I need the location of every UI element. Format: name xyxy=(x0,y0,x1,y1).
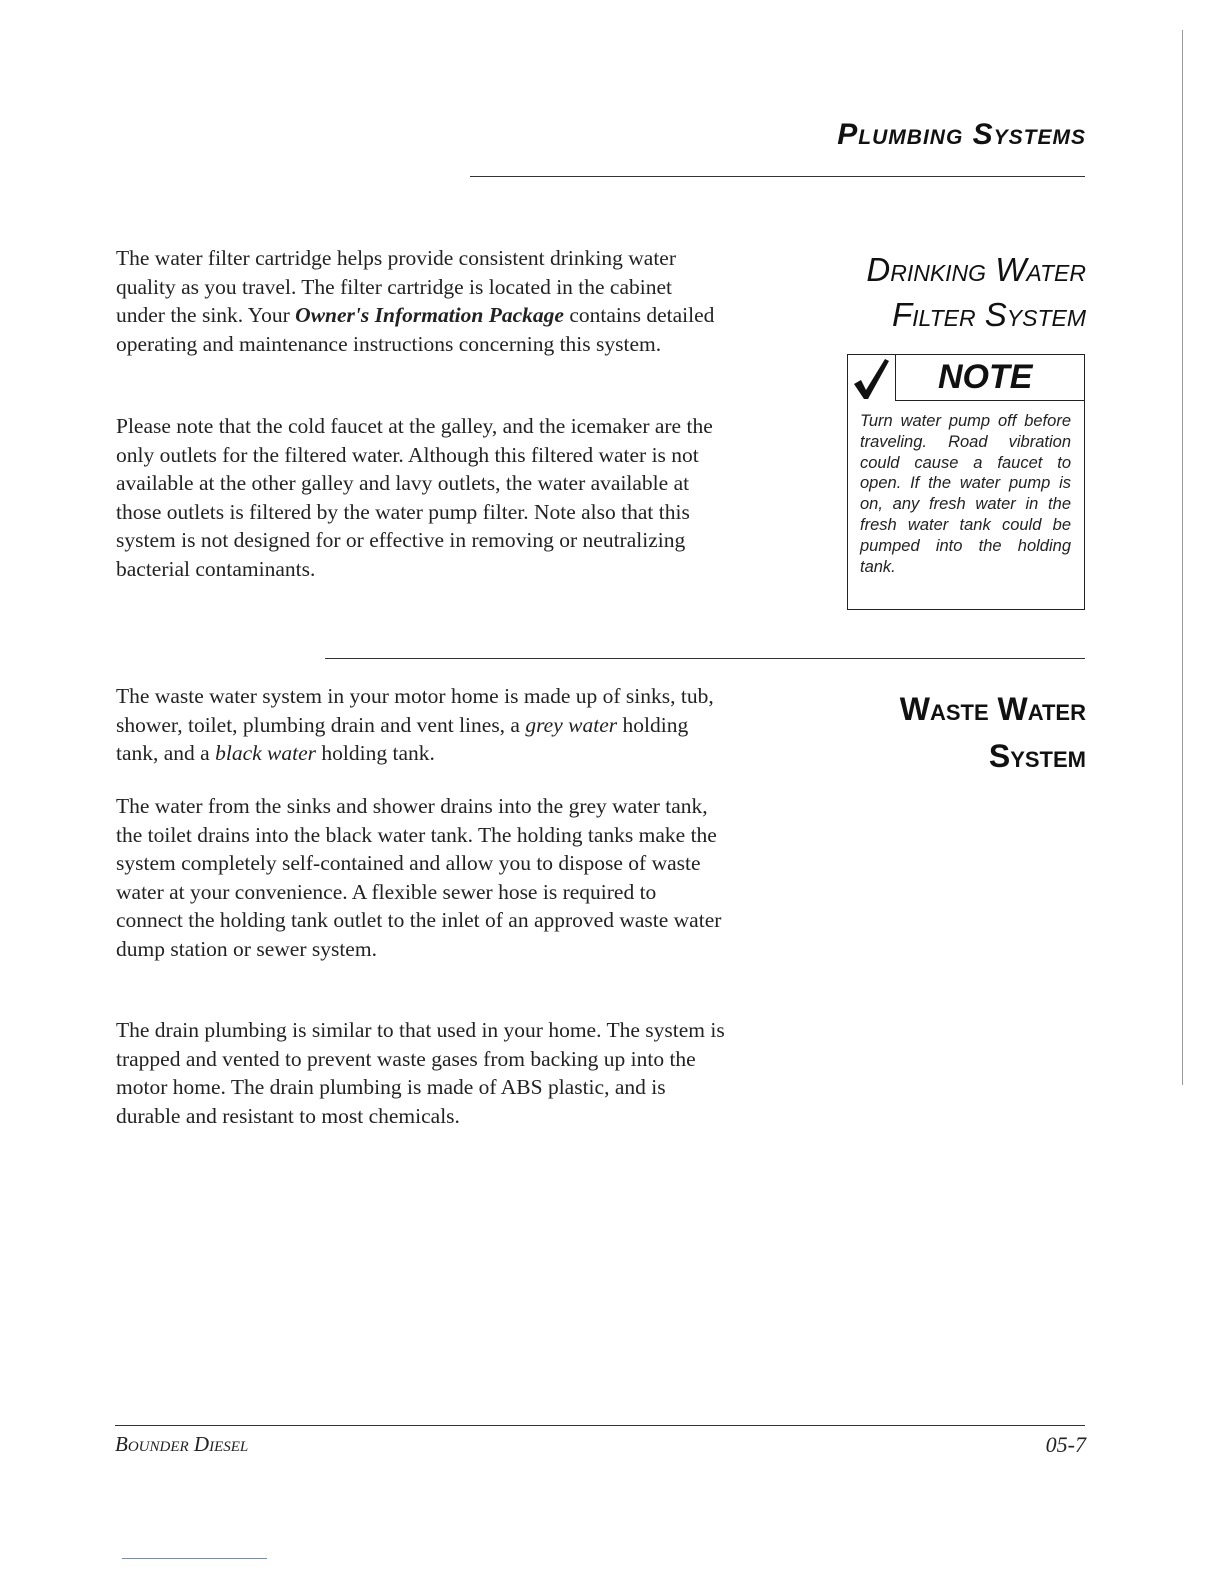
right-margin-line xyxy=(1182,30,1183,1085)
note-box xyxy=(847,354,1085,610)
drinking-water-p1-text-a: The water filter cartridge helps provide consistent drinking water quality as you travel. The filter cartridge is located in the cabinet under the sink. Your xyxy=(116,246,676,328)
waste-water-heading-line-2: System xyxy=(988,738,1086,774)
section-divider xyxy=(325,658,1085,659)
drinking-water-heading-line-1: Drinking Water xyxy=(866,251,1086,288)
drinking-water-p1-text-b: contains detailed operating and maintenance instructions concerning this system. xyxy=(116,303,715,356)
page-number: 05-7 xyxy=(1045,1432,1086,1457)
drinking-water-paragraph-2: Please note that the cold faucet at the galley, and the icemaker are the only outlets for the filtered water. Although this filtered water is not available at the other galley and lavy outlets, the water available at those outlets is filtered by the water pump filter. Note also that this system is not designed for or effective in removing or neutralizing bacterial contaminants. xyxy=(116,414,713,581)
page-title: Plumbing Systems xyxy=(837,118,1086,151)
waste-water-p1-text-a: The waste water system in your motor home is made up of sinks, tub, shower, toilet, plumbing drain and vent lines, a xyxy=(116,684,714,737)
drinking-water-paragraph-1 xyxy=(116,244,716,358)
waste-water-paragraph-2: The water from the sinks and shower drains into the grey water tank, the toilet drains into the black water tank. The holding tanks make the system completely self-contained and allow you to dispose of waste water at your convenience. A flexible sewer hose is required to connect the holding tank outlet to the inlet of an approved waste water dump station or sewer system. xyxy=(116,794,722,961)
waste-water-paragraph-1 xyxy=(116,682,716,768)
owners-information-package-emphasis: Owner's Information Package xyxy=(295,303,564,328)
footer-title: Bounder Diesel xyxy=(115,1432,249,1456)
black-water-emphasis: black water xyxy=(215,741,317,766)
waste-water-heading xyxy=(900,686,1086,780)
note-text: Turn water pump off before traveling. Road vibration could cause a faucet to open. If the water pump is on, any fresh water in the fresh water tank could be pumped into the holding tank. xyxy=(860,412,1071,576)
waste-water-p1-text-c: holding tank. xyxy=(316,741,435,766)
note-title: NOTE xyxy=(895,354,1085,401)
drinking-water-heading-line-2: Filter System xyxy=(891,296,1086,333)
header-rule xyxy=(470,176,1085,177)
grey-water-emphasis: grey water xyxy=(525,712,618,737)
waste-water-heading-line-1: Waste Water xyxy=(899,691,1086,727)
drinking-water-heading xyxy=(866,247,1086,337)
checkmark-icon xyxy=(851,357,891,401)
waste-water-p1-text-b: holding tank, and a xyxy=(116,712,689,766)
bottom-scan-mark xyxy=(122,1558,267,1559)
footer-rule xyxy=(115,1425,1085,1426)
waste-water-paragraph-3: The drain plumbing is similar to that used in your home. The system is trapped and vented to prevent waste gases from backing up into the motor home. The drain plumbing is made of ABS plastic, and is durable and resistant to most chemicals. xyxy=(116,1018,725,1128)
